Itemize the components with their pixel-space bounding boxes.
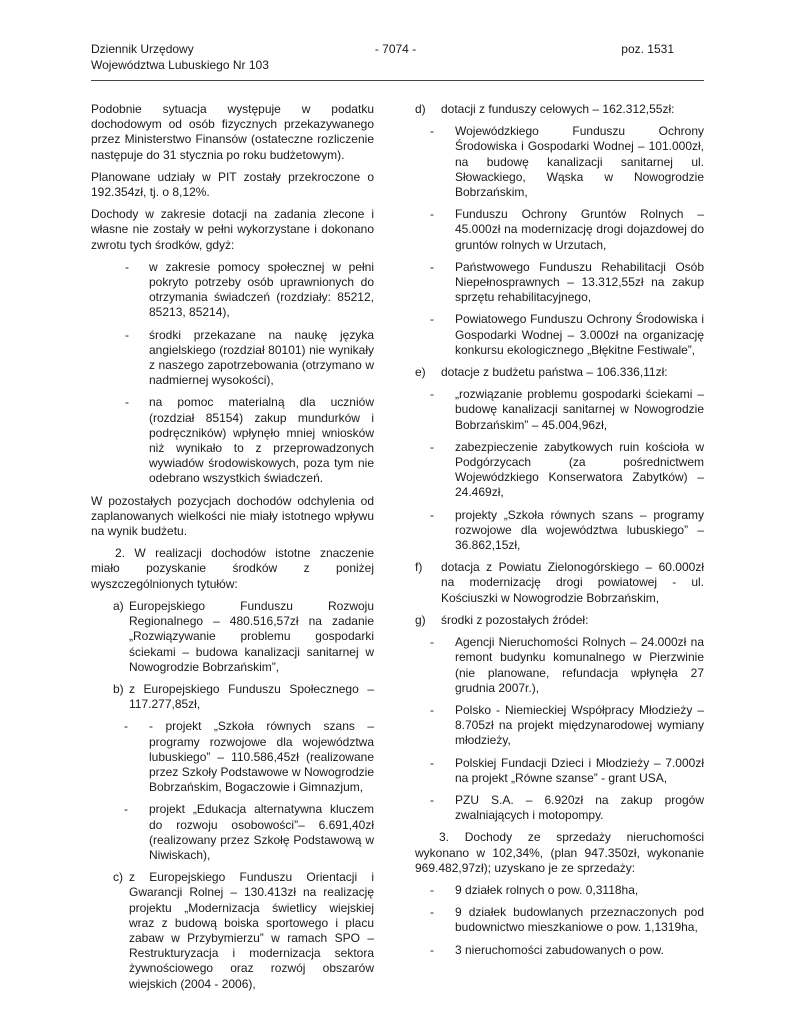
list-marker: - — [430, 439, 434, 454]
list-item-sale — [415, 883, 704, 898]
right-column — [415, 102, 704, 965]
list-item-text: „rozwiązanie problemu gospodarki ściekami – budowę kanalizacji sanitarnej w Nowogrodzie Bobrzańskim” – 45.004,96zł, — [455, 387, 704, 432]
list-item-g-sub — [415, 793, 704, 823]
paragraph-other-items: W pozostałych pozycjach dochodów odchylenia od zaplanowanych wielkości nie miały istotnego wpływu na wynik budżetu. — [91, 493, 374, 539]
list-item-text: na pomoc materialną dla uczniów (rozdział 85154) zakup mundurków i podręczników) wpłynęło mniej wniosków niż wynikało to z przeprowadzonych wywiadów środowiskowych, poza tym nie odebrano wszystkich świadczeń. — [149, 395, 374, 486]
paragraph-section-3: 3. Dochody ze sprzedaży nieruchomości wykonano w 102,34%, (plan 947.350zł, wykonanie 969.482,97zł); uzyskano je ze sprzedaży: — [415, 830, 704, 875]
list-item-text: projekt „Edukacja alternatywna kluczem do rozwoju osobowości”– 6.691,40zł (realizowany przez Szkołę Podstawową w Niwiskach), — [149, 802, 374, 862]
list-item-text: PZU S.A. – 6.920zł na zakup progów zwalniających i motopompy. — [455, 792, 704, 823]
list-marker: - — [124, 719, 128, 734]
list-item-d-sub — [415, 312, 704, 358]
list-marker: - — [125, 327, 129, 342]
list-item-g-sub — [415, 756, 704, 786]
list-item-g-sub — [415, 703, 704, 749]
list-item-sale — [415, 943, 704, 958]
list-item-b-sub — [91, 802, 374, 863]
list-item-a — [91, 599, 374, 675]
list-item-text: Agencji Nieruchomości Rolnych – 24.000zł na remont budynku komunalnego w Pierzwinie (nie planowane, refundacja wpłynęła 27 grudnia 2007r.), — [455, 635, 704, 695]
left-column — [91, 102, 374, 999]
list-item-e-sub — [415, 440, 704, 501]
list-marker: - — [430, 702, 434, 717]
list-item-text: zabezpieczenie zabytkowych ruin kościoła w Podgórzycach (za pośrednictwem Wojewódzkiego Konserwatora Zabytków) – 24.469zł, — [455, 439, 704, 500]
list-item-reason — [91, 328, 374, 389]
list-item-text: dotacji z funduszy celowych – 162.312,55zł: — [441, 102, 675, 116]
list-marker: - — [430, 635, 434, 650]
list-item-sale — [415, 905, 704, 935]
position-number: poz. 1531 — [621, 42, 674, 56]
list-item-text: Państwowego Funduszu Rehabilitacji Osób Niepełnosprawnych – 13.312,55zł na zakup sprzętu rehabilitacyjnego, — [455, 259, 704, 305]
paragraph-section-2: 2. W realizacji dochodów istotne znaczenie miało pozyskanie środków z poniżej wyszczególnionych tytułów: — [91, 546, 374, 591]
list-item-g — [415, 613, 704, 628]
list-marker: a) — [113, 598, 124, 613]
list-marker: - — [430, 312, 434, 327]
list-marker: f) — [415, 560, 423, 575]
list-item-reason — [91, 395, 374, 486]
list-item-c — [91, 870, 374, 992]
list-item-e — [415, 365, 704, 380]
paragraph-pit-intro: Podobnie sytuacja występuje w podatku dochodowym od osób fizycznych przekazywanego przez Ministerstwo Finansów (ostateczne rozliczenie następuje do 31 stycznia po roku budżetowym). — [91, 102, 374, 162]
list-item-text: Wojewódzkiego Funduszu Ochrony Środowiska i Gospodarki Wodnej – 101.000zł, na budowę kanalizacji sanitarnej ul. Słowackiego, Wąska w Nowogrodzie Bobrzańskim, — [455, 124, 704, 200]
paragraph-subsidies: Dochody w zakresie dotacji na zadania zlecone i własne nie zostały w pełni wykorzystane i dokonano zwrotu tych środków, gdyż: — [91, 207, 374, 252]
list-item-text: środki z pozostałych źródeł: — [441, 612, 589, 627]
list-item-text: - projekt „Szkoła równych szans – programy rozwojowe dla województwa lubuskiego” – 110.586,45zł (realizowane przez Szkoły Podstawowe w Nowogrodzie Bobrzańskim, Bogaczowie i Gimnazjum, — [149, 719, 374, 795]
list-marker: - — [430, 905, 434, 920]
list-item-text: z Europejskiego Funduszu Społecznego – 117.277,85zł, — [129, 681, 374, 712]
list-item-d — [415, 102, 704, 117]
list-marker: - — [124, 802, 128, 817]
list-item-text: w zakresie pomocy społecznej w pełni pokryto potrzeby osób uprawnionych do otrzymania świadczeń (rozdziały: 85212, 85213, 85214), — [149, 259, 374, 320]
list-item-text: Funduszu Ochrony Gruntów Rolnych – 45.000zł na modernizację drogi dojazdowej do gruntów rolnych w Urzutach, — [455, 207, 704, 252]
list-marker: - — [430, 387, 434, 402]
list-item-d-sub — [415, 207, 704, 253]
list-item-b — [91, 682, 374, 712]
list-item-text: 3 nieruchomości zabudowanych o pow. — [455, 942, 664, 957]
list-item-text: Polskiej Fundacji Dzieci i Młodzieży – 7.000zł na projekt „Równe szanse” - grant USA, — [455, 755, 704, 785]
journal-title-line1: Dziennik Urzędowy — [91, 42, 194, 56]
list-item-e-sub — [415, 387, 704, 433]
list-item-b-sub — [91, 719, 374, 795]
list-marker: g) — [415, 612, 426, 627]
list-item-reason — [91, 260, 374, 321]
journal-title-line2: Województwa Lubuskiego Nr 103 — [91, 58, 269, 72]
list-item-text: Powiatowego Funduszu Ochrony Środowiska i Gospodarki Wodnej – 3.000zł na organizację konkursu ekologicznego „Błękitne Festiwale”, — [455, 312, 704, 357]
header-divider — [91, 80, 704, 81]
list-item-text: środki przekazane na naukę języka angielskiego (rozdział 80101) nie wynikały z naszego zapotrzebowania (otrzymano w nadmiernej wysokości), — [149, 327, 374, 388]
list-marker: - — [430, 207, 434, 222]
list-marker: - — [125, 259, 129, 274]
list-item-d-sub — [415, 124, 704, 200]
list-item-text: Europejskiego Funduszu Rozwoju Regionalnego – 480.516,57zł na zadanie „Rozwiązywanie problemu gospodarki ściekami – budowa kanalizacji sanitarnej w Nowogrodzie Bobrzańskim”, — [129, 598, 374, 674]
list-marker: d) — [415, 102, 426, 116]
list-marker: - — [430, 755, 434, 770]
list-item-text: 9 działek budowlanych przeznaczonych pod budownictwo mieszkaniowe o pow. 1,1319ha, — [455, 905, 704, 935]
list-marker: - — [430, 792, 434, 807]
list-item-d-sub — [415, 260, 704, 306]
list-marker: - — [430, 507, 434, 522]
list-marker: b) — [113, 681, 124, 696]
list-item-text: projekty „Szkoła równych szans – programy rozwojowe dla województwa lubuskiego” – 36.862,15zł, — [455, 507, 704, 553]
list-marker: - — [430, 882, 434, 897]
list-marker: c) — [113, 870, 123, 885]
list-marker: - — [430, 124, 434, 139]
list-item-text: z Europejskiego Funduszu Orientacji i Gwarancji Rolnej – 130.413zł na realizację projektu „Modernizacja świetlicy wiejskiej wraz z budową boiska sportowego i placu zabaw w Przybymierzu” w ramach SPO – Restrukturyzacja i modernizacja sektora żywnościowego oraz rozwój obszarów wiejskich (2004 - 2006), — [129, 870, 374, 991]
list-marker: - — [430, 259, 434, 274]
page-number: - 7074 - — [374, 42, 417, 56]
list-item-e-sub — [415, 508, 704, 554]
list-item-text: dotacja z Powiatu Zielonogórskiego – 60.000zł na modernizację drogi powiatowej - ul. Kościuszki w Nowogrodzie Bobrzańskim, — [441, 560, 704, 605]
list-item-text: 9 działek rolnych o pow. 0,3118ha, — [455, 882, 639, 897]
paragraph-pit-planned: Planowane udziały w PIT zostały przekroczone o 192.354zł, tj. o 8,12%. — [91, 169, 374, 200]
list-marker: - — [125, 395, 129, 410]
list-item-g-sub — [415, 635, 704, 696]
list-marker: e) — [415, 365, 426, 380]
list-item-text: dotacje z budżetu państwa – 106.336,11zł: — [441, 365, 668, 380]
list-marker: - — [430, 942, 434, 957]
list-item-text: Polsko - Niemieckiej Współpracy Młodzieży – 8.705zł na projekt międzynarodowej wymiany młodzieży, — [455, 702, 704, 748]
list-item-f — [415, 560, 704, 606]
